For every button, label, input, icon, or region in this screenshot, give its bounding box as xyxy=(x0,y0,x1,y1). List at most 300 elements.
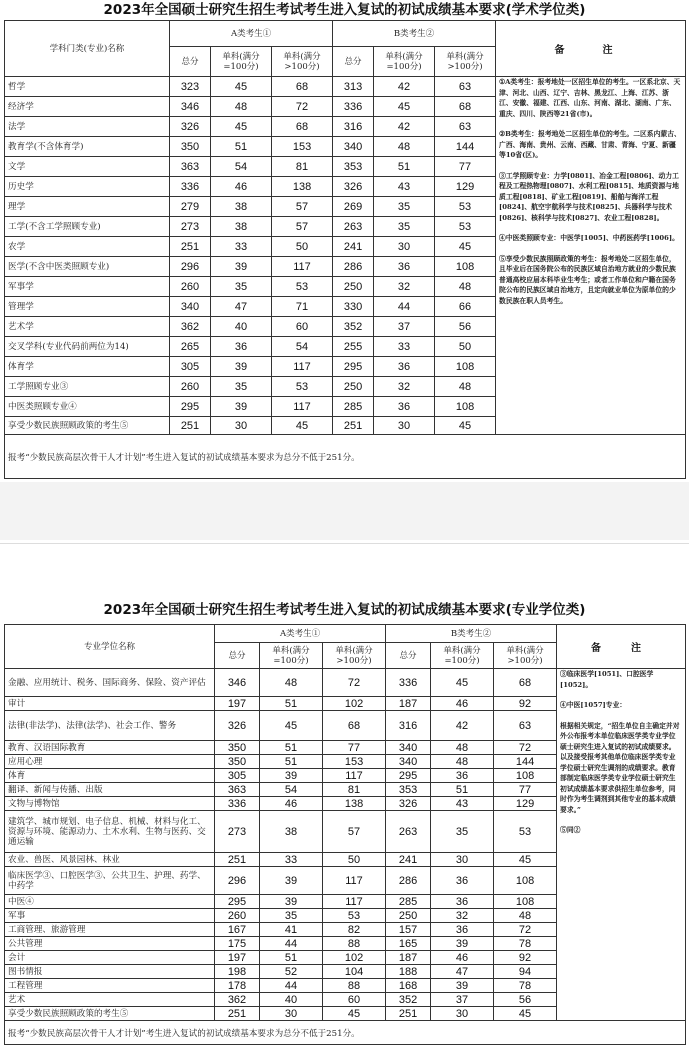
b-total-cell: 340 xyxy=(386,741,431,755)
a-single100-cell: 51 xyxy=(260,741,323,755)
b-single100-cell: 43 xyxy=(374,177,435,197)
b-total-cell: 353 xyxy=(333,157,374,177)
b-single100plus-cell: 63 xyxy=(435,77,496,97)
a-single100-cell: 45 xyxy=(211,117,272,137)
b-total-cell: 326 xyxy=(386,797,431,811)
a-total-cell: 273 xyxy=(215,811,260,853)
pro-notes-header: 备 注 xyxy=(557,625,686,669)
a-single100-cell: 51 xyxy=(211,137,272,157)
academic-rows xyxy=(5,77,686,435)
a-single100plus-cell: 153 xyxy=(323,755,386,769)
note-item: ⑤享受少数民族照顾政策的考生：报考地处二区招生单位，且毕业后在国务院公布的民族区域自治地方就业的少数民族普通高校应届本科毕业生考生；或者工作单位和户籍在国务院公布的民族区域自治地方，且定向就业单位为原单位的少数民族在职人员考生。 xyxy=(499,254,676,305)
academic-title: 2023年全国硕士研究生招生考试考生进入复试的初试成绩基本要求(学术学位类) xyxy=(103,2,586,18)
b-single100-cell: 36 xyxy=(374,357,435,377)
b-single100plus-cell: 77 xyxy=(494,783,557,797)
row-name: 艺术学 xyxy=(5,317,170,337)
a-single100plus-cell: 68 xyxy=(272,117,333,137)
b-single100-cell: 36 xyxy=(431,895,494,909)
b-single100-cell: 36 xyxy=(374,257,435,277)
separator-line xyxy=(0,543,689,544)
b-single100plus-cell: 92 xyxy=(494,951,557,965)
note-item: ③临床医学[1051]、口腔医学[1052]。 xyxy=(560,670,654,689)
a-total-cell: 251 xyxy=(170,237,211,257)
b-total-cell: 285 xyxy=(333,397,374,417)
a-total-cell: 251 xyxy=(170,417,211,435)
a-total-cell: 362 xyxy=(170,317,211,337)
b-total-cell: 286 xyxy=(386,867,431,895)
b-total-cell: 352 xyxy=(386,993,431,1007)
row-name: 农业、兽医、风景园林、林业 xyxy=(5,853,215,867)
a-total-cell: 336 xyxy=(170,177,211,197)
a-single100-cell: 51 xyxy=(260,755,323,769)
a-total-cell: 167 xyxy=(215,923,260,937)
a-single100plus-cell: 57 xyxy=(272,217,333,237)
a-single100-cell: 45 xyxy=(260,711,323,741)
row-name: 公共管理 xyxy=(5,937,215,951)
a-single100plus-cell: 81 xyxy=(323,783,386,797)
row-name: 军事学 xyxy=(5,277,170,297)
row-name: 应用心理 xyxy=(5,755,215,769)
a-total-header: 总分 xyxy=(170,47,211,77)
row-name: 审计 xyxy=(5,697,215,711)
a-total-cell: 295 xyxy=(170,397,211,417)
row-name: 军事 xyxy=(5,909,215,923)
a-single100plus-cell: 104 xyxy=(323,965,386,979)
b-total-cell: 269 xyxy=(333,197,374,217)
a-single100-cell: 39 xyxy=(260,769,323,783)
b-total-cell: 326 xyxy=(333,177,374,197)
b-single100-cell: 36 xyxy=(431,923,494,937)
a-single100plus-cell: 117 xyxy=(272,257,333,277)
b-single100plus-cell: 48 xyxy=(435,277,496,297)
row-name: 管理学 xyxy=(5,297,170,317)
a-total-cell: 363 xyxy=(170,157,211,177)
a-total-cell: 326 xyxy=(170,117,211,137)
a-total-cell: 350 xyxy=(170,137,211,157)
b-total-cell: 251 xyxy=(386,1007,431,1021)
pro-a-single100-header: 单科(满分=100分) xyxy=(260,643,323,669)
a-single100-cell: 35 xyxy=(211,377,272,397)
b-single100plus-cell: 63 xyxy=(435,117,496,137)
a-single100-cell: 35 xyxy=(260,909,323,923)
b-single100-cell: 37 xyxy=(374,317,435,337)
a-total-cell: 251 xyxy=(215,1007,260,1021)
a-single100plus-cell: 53 xyxy=(272,377,333,397)
a-total-cell: 260 xyxy=(215,909,260,923)
table-row xyxy=(5,669,686,697)
a-single100plus-cell: 117 xyxy=(323,867,386,895)
b-single100-cell: 39 xyxy=(431,937,494,951)
row-name: 工商管理、旅游管理 xyxy=(5,923,215,937)
a-single100plus-cell: 138 xyxy=(272,177,333,197)
b-single100plus-cell: 45 xyxy=(494,853,557,867)
a-single100-cell: 52 xyxy=(260,965,323,979)
a-total-cell: 175 xyxy=(215,937,260,951)
b-single100-cell: 30 xyxy=(431,1007,494,1021)
a-single100plus-cell: 53 xyxy=(272,277,333,297)
b-single100plus-cell: 48 xyxy=(435,377,496,397)
pro-b-single100plus-header: 单科(满分>100分) xyxy=(494,643,557,669)
row-name: 体育学 xyxy=(5,357,170,377)
a-total-cell: 273 xyxy=(170,217,211,237)
row-name: 医学(不含中医类照顾专业) xyxy=(5,257,170,277)
b-single100-cell: 47 xyxy=(431,965,494,979)
a-total-cell: 326 xyxy=(215,711,260,741)
b-total-cell: 286 xyxy=(333,257,374,277)
a-single100plus-cell: 57 xyxy=(323,811,386,853)
row-name: 哲学 xyxy=(5,77,170,97)
a-single100-cell: 44 xyxy=(260,979,323,993)
pro-b-total-header: 总分 xyxy=(386,643,431,669)
a-total-cell: 197 xyxy=(215,951,260,965)
b-total-cell: 313 xyxy=(333,77,374,97)
a-single100plus-cell: 57 xyxy=(272,197,333,217)
a-total-cell: 346 xyxy=(170,97,211,117)
a-single100plus-cell: 50 xyxy=(272,237,333,257)
a-single100-cell: 39 xyxy=(211,397,272,417)
a-category-header: A类考生① xyxy=(170,21,333,47)
a-single100-cell: 39 xyxy=(260,895,323,909)
b-single100-cell: 30 xyxy=(374,417,435,435)
a-single100plus-cell: 117 xyxy=(323,895,386,909)
b-total-cell: 168 xyxy=(386,979,431,993)
row-name: 工学(不含工学照顾专业) xyxy=(5,217,170,237)
a-single100-cell: 39 xyxy=(211,257,272,277)
b-single100plus-cell: 129 xyxy=(494,797,557,811)
row-name: 金融、应用统计、税务、国际商务、保险、资产评估 xyxy=(5,669,215,697)
panel-separator xyxy=(0,482,689,540)
a-single100-cell: 39 xyxy=(260,867,323,895)
a-single100plus-cell: 117 xyxy=(272,397,333,417)
a-single100plus-cell: 102 xyxy=(323,697,386,711)
b-single100plus-cell: 108 xyxy=(435,357,496,377)
b-single100plus-cell: 53 xyxy=(494,811,557,853)
b-single100plus-cell: 144 xyxy=(494,755,557,769)
a-single100plus-cell: 72 xyxy=(323,669,386,697)
a-total-cell: 260 xyxy=(170,277,211,297)
b-total-cell: 250 xyxy=(333,377,374,397)
b-single100-cell: 42 xyxy=(374,117,435,137)
b-single100-cell: 32 xyxy=(374,377,435,397)
b-total-cell: 255 xyxy=(333,337,374,357)
a-single100-cell: 40 xyxy=(211,317,272,337)
row-name: 艺术 xyxy=(5,993,215,1007)
row-name: 临床医学③、口腔医学③、公共卫生、护理、药学、中药学 xyxy=(5,867,215,895)
row-name: 法律(非法学)、法律(法学)、社会工作、警务 xyxy=(5,711,215,741)
b-single100plus-cell: 53 xyxy=(435,197,496,217)
note-item: ①A类考生：报考地处一区招生单位的考生。一区系北京、天津、河北、山西、辽宁、吉林、黑龙江、上海、江苏、浙江、安徽、福建、江西、山东、河南、湖北、湖南、广东、重庆、四川、陕西等21省(市)。 xyxy=(499,78,681,118)
b-total-cell: 263 xyxy=(386,811,431,853)
row-name: 会计 xyxy=(5,951,215,965)
b-single100-cell: 46 xyxy=(431,697,494,711)
b-single100plus-cell: 45 xyxy=(435,237,496,257)
a-single100-cell: 48 xyxy=(211,97,272,117)
b-total-cell: 353 xyxy=(386,783,431,797)
a-single100-header: 单科(满分=100分) xyxy=(211,47,272,77)
a-total-cell: 279 xyxy=(170,197,211,217)
row-name: 教育学(不含体育学) xyxy=(5,137,170,157)
professional-table xyxy=(4,624,686,1045)
row-name: 翻译、新闻与传播、出版 xyxy=(5,783,215,797)
note-item: ③工学照顾专业：力学[0801]、冶金工程[0806]、动力工程及工程热物理[0807]、水利工程[0815]、地质资源与地质工程[0818]、矿业工程[0819]、船舶与海洋工程[0824]、航空宇航科学与技术[0825]、兵器科学与技术[0826]、核科学与技术[0827]、农业工程[0828]。 xyxy=(499,171,679,222)
a-single100plus-cell: 153 xyxy=(272,137,333,157)
b-total-cell: 340 xyxy=(333,137,374,157)
a-total-cell: 350 xyxy=(215,755,260,769)
row-name: 建筑学、城市规划、电子信息、机械、材料与化工、资源与环境、能源动力、土木水利、生物与医药、交通运输 xyxy=(5,811,215,853)
a-single100plus-cell: 88 xyxy=(323,937,386,951)
b-total-cell: 251 xyxy=(333,417,374,435)
b-single100plus-cell: 48 xyxy=(494,909,557,923)
a-total-cell: 265 xyxy=(170,337,211,357)
b-total-cell: 187 xyxy=(386,951,431,965)
b-single100-cell: 43 xyxy=(431,797,494,811)
row-name: 文物与博物馆 xyxy=(5,797,215,811)
b-single100-cell: 48 xyxy=(431,755,494,769)
note-item: ④中医类照顾专业：中医学[1005]、中药医药学[1006]。 xyxy=(499,234,679,242)
notes-cell xyxy=(496,77,686,435)
a-single100plus-cell: 54 xyxy=(272,337,333,357)
b-total-cell: 188 xyxy=(386,965,431,979)
subject-column-header: 学科门类(专业)名称 xyxy=(5,21,170,77)
a-single100-cell: 38 xyxy=(260,811,323,853)
a-total-cell: 340 xyxy=(170,297,211,317)
b-single100-cell: 48 xyxy=(374,137,435,157)
row-name: 体育 xyxy=(5,769,215,783)
b-single100plus-cell: 63 xyxy=(494,711,557,741)
row-name: 理学 xyxy=(5,197,170,217)
a-total-cell: 336 xyxy=(215,797,260,811)
b-single100-cell: 35 xyxy=(374,217,435,237)
a-total-cell: 305 xyxy=(215,769,260,783)
b-single100-cell: 32 xyxy=(374,277,435,297)
degree-column-header: 专业学位名称 xyxy=(5,625,215,669)
notes-cell xyxy=(557,669,686,1021)
b-single100plus-cell: 50 xyxy=(435,337,496,357)
b-single100plus-cell: 53 xyxy=(435,217,496,237)
a-single100plus-cell: 117 xyxy=(323,769,386,783)
a-total-cell: 197 xyxy=(215,697,260,711)
b-single100plus-cell: 66 xyxy=(435,297,496,317)
b-single100-cell: 39 xyxy=(431,979,494,993)
b-total-cell: 295 xyxy=(386,769,431,783)
academic-panel xyxy=(0,0,689,470)
a-single100-cell: 51 xyxy=(260,951,323,965)
b-single100plus-cell: 108 xyxy=(494,867,557,895)
b-total-cell: 241 xyxy=(333,237,374,257)
pro-b-category-header: B类考生② xyxy=(386,625,557,643)
b-single100-cell: 37 xyxy=(431,993,494,1007)
a-total-cell: 178 xyxy=(215,979,260,993)
b-single100-cell: 30 xyxy=(431,853,494,867)
b-single100-cell: 35 xyxy=(374,197,435,217)
b-single100plus-cell: 108 xyxy=(435,257,496,277)
a-single100-cell: 41 xyxy=(260,923,323,937)
a-total-cell: 295 xyxy=(215,895,260,909)
note-item: ②B类考生：报考地处二区招生单位的考生。二区系内蒙古、广西、海南、贵州、云南、西藏、甘肃、青海、宁夏、新疆等10省(区)。 xyxy=(499,130,681,159)
a-single100-cell: 45 xyxy=(211,77,272,97)
a-single100-cell: 33 xyxy=(260,853,323,867)
b-total-cell: 316 xyxy=(333,117,374,137)
b-total-cell: 250 xyxy=(386,909,431,923)
a-single100plus-cell: 77 xyxy=(323,741,386,755)
b-single100plus-cell: 94 xyxy=(494,965,557,979)
b-single100plus-cell: 56 xyxy=(494,993,557,1007)
b-total-cell: 165 xyxy=(386,937,431,951)
b-single100plus-cell: 45 xyxy=(494,1007,557,1021)
row-name: 经济学 xyxy=(5,97,170,117)
row-name: 工程管理 xyxy=(5,979,215,993)
academic-table xyxy=(4,20,686,479)
professional-footer-note: 报考“少数民族高层次骨干人才计划”考生进入复试的初试成绩基本要求为总分不低于251分。 xyxy=(5,1021,686,1045)
a-single100-cell: 48 xyxy=(260,669,323,697)
a-single100plus-cell: 117 xyxy=(272,357,333,377)
a-total-cell: 260 xyxy=(170,377,211,397)
b-total-cell: 352 xyxy=(333,317,374,337)
note-item: ⑤同② xyxy=(560,826,581,834)
b-single100-cell: 30 xyxy=(374,237,435,257)
b-single100plus-header: 单科(满分>100分) xyxy=(435,47,496,77)
a-total-cell: 362 xyxy=(215,993,260,1007)
b-total-header: 总分 xyxy=(333,47,374,77)
a-single100-cell: 30 xyxy=(211,417,272,435)
a-single100plus-cell: 102 xyxy=(323,951,386,965)
a-single100-cell: 40 xyxy=(260,993,323,1007)
professional-rows xyxy=(5,669,686,1021)
b-total-cell: 263 xyxy=(333,217,374,237)
row-name: 交叉学科(专业代码前两位为14) xyxy=(5,337,170,357)
a-single100-cell: 35 xyxy=(211,277,272,297)
a-single100-cell: 38 xyxy=(211,197,272,217)
notes-header: 备 注 xyxy=(496,21,686,77)
b-total-cell: 157 xyxy=(386,923,431,937)
note-item: 根据相关规定，“招生单位自主确定并对外公布报考本单位临床医学类专业学位硕士研究生进入复试的初试成绩要求。以及接受报考其他单位临床医学类专业学位硕士研究生调剂的成绩要求。教育部制定临床医学类专业学位硕士研究生初试成绩基本要求供招生单位参考，同时作为考生调剂到其他专业的基本成绩要求。” xyxy=(560,721,680,814)
b-total-cell: 330 xyxy=(333,297,374,317)
row-name: 农学 xyxy=(5,237,170,257)
b-single100-cell: 35 xyxy=(431,811,494,853)
a-single100plus-cell: 60 xyxy=(272,317,333,337)
b-single100plus-cell: 45 xyxy=(435,417,496,435)
b-single100-cell: 48 xyxy=(431,741,494,755)
pro-a-category-header: A类考生① xyxy=(215,625,386,643)
b-single100-header: 单科(满分=100分) xyxy=(374,47,435,77)
b-single100plus-cell: 56 xyxy=(435,317,496,337)
b-total-cell: 250 xyxy=(333,277,374,297)
row-name: 图书情报 xyxy=(5,965,215,979)
a-total-cell: 323 xyxy=(170,77,211,97)
b-total-cell: 285 xyxy=(386,895,431,909)
a-single100-cell: 38 xyxy=(211,217,272,237)
table-row xyxy=(5,77,686,97)
b-single100-cell: 32 xyxy=(431,909,494,923)
b-single100plus-cell: 108 xyxy=(435,397,496,417)
a-total-cell: 251 xyxy=(215,853,260,867)
b-single100-cell: 45 xyxy=(431,669,494,697)
a-single100plus-cell: 138 xyxy=(323,797,386,811)
b-total-cell: 316 xyxy=(386,711,431,741)
b-single100plus-cell: 108 xyxy=(494,895,557,909)
a-total-cell: 350 xyxy=(215,741,260,755)
pro-b-single100-header: 单科(满分=100分) xyxy=(431,643,494,669)
b-single100plus-cell: 129 xyxy=(435,177,496,197)
row-name: 法学 xyxy=(5,117,170,137)
b-single100plus-cell: 78 xyxy=(494,937,557,951)
b-single100plus-cell: 92 xyxy=(494,697,557,711)
a-single100-cell: 39 xyxy=(211,357,272,377)
a-total-cell: 296 xyxy=(215,867,260,895)
b-single100plus-cell: 72 xyxy=(494,923,557,937)
a-single100-cell: 46 xyxy=(260,797,323,811)
row-name: 历史学 xyxy=(5,177,170,197)
b-single100-cell: 33 xyxy=(374,337,435,357)
b-single100-cell: 51 xyxy=(374,157,435,177)
b-single100-cell: 36 xyxy=(374,397,435,417)
b-single100-cell: 36 xyxy=(431,769,494,783)
row-name: 工学照顾专业③ xyxy=(5,377,170,397)
note-item: ④中医[1057]专业： xyxy=(560,701,627,709)
b-total-cell: 295 xyxy=(333,357,374,377)
a-single100-cell: 44 xyxy=(260,937,323,951)
a-single100plus-cell: 53 xyxy=(323,909,386,923)
a-single100-cell: 54 xyxy=(260,783,323,797)
b-single100plus-cell: 72 xyxy=(494,741,557,755)
a-single100-cell: 33 xyxy=(211,237,272,257)
a-single100plus-cell: 71 xyxy=(272,297,333,317)
a-single100plus-cell: 68 xyxy=(272,77,333,97)
a-single100plus-cell: 82 xyxy=(323,923,386,937)
a-single100plus-cell: 68 xyxy=(323,711,386,741)
row-name: 享受少数民族照顾政策的考生⑤ xyxy=(5,1007,215,1021)
row-name: 文学 xyxy=(5,157,170,177)
a-total-cell: 198 xyxy=(215,965,260,979)
row-name: 中医类照顾专业④ xyxy=(5,397,170,417)
b-single100-cell: 45 xyxy=(374,97,435,117)
a-total-cell: 305 xyxy=(170,357,211,377)
a-total-cell: 363 xyxy=(215,783,260,797)
a-single100-cell: 51 xyxy=(260,697,323,711)
pro-a-single100plus-header: 单科(满分>100分) xyxy=(323,643,386,669)
b-single100plus-cell: 68 xyxy=(494,669,557,697)
b-single100plus-cell: 68 xyxy=(435,97,496,117)
b-single100-cell: 42 xyxy=(431,711,494,741)
a-single100plus-cell: 50 xyxy=(323,853,386,867)
professional-title: 2023年全国硕士研究生招生考试考生进入复试的初试成绩基本要求(专业学位类) xyxy=(103,602,586,618)
a-total-cell: 296 xyxy=(170,257,211,277)
a-single100plus-cell: 72 xyxy=(272,97,333,117)
b-single100plus-cell: 77 xyxy=(435,157,496,177)
b-single100-cell: 51 xyxy=(431,783,494,797)
row-name: 享受少数民族照顾政策的考生⑤ xyxy=(5,417,170,435)
professional-panel xyxy=(0,596,689,1059)
a-single100plus-cell: 45 xyxy=(323,1007,386,1021)
a-single100-cell: 47 xyxy=(211,297,272,317)
academic-footer-note: 报考“少数民族高层次骨干人才计划”考生进入复试的初试成绩基本要求为总分不低于251分。 xyxy=(5,435,686,479)
b-total-cell: 336 xyxy=(386,669,431,697)
a-single100-cell: 36 xyxy=(211,337,272,357)
a-single100plus-cell: 60 xyxy=(323,993,386,1007)
b-total-cell: 340 xyxy=(386,755,431,769)
b-total-cell: 336 xyxy=(333,97,374,117)
b-total-cell: 241 xyxy=(386,853,431,867)
a-single100plus-header: 单科(满分>100分) xyxy=(272,47,333,77)
a-total-cell: 346 xyxy=(215,669,260,697)
b-category-header: B类考生② xyxy=(333,21,496,47)
a-single100-cell: 30 xyxy=(260,1007,323,1021)
b-single100plus-cell: 144 xyxy=(435,137,496,157)
a-single100-cell: 54 xyxy=(211,157,272,177)
a-single100plus-cell: 88 xyxy=(323,979,386,993)
row-name: 中医④ xyxy=(5,895,215,909)
a-single100plus-cell: 45 xyxy=(272,417,333,435)
